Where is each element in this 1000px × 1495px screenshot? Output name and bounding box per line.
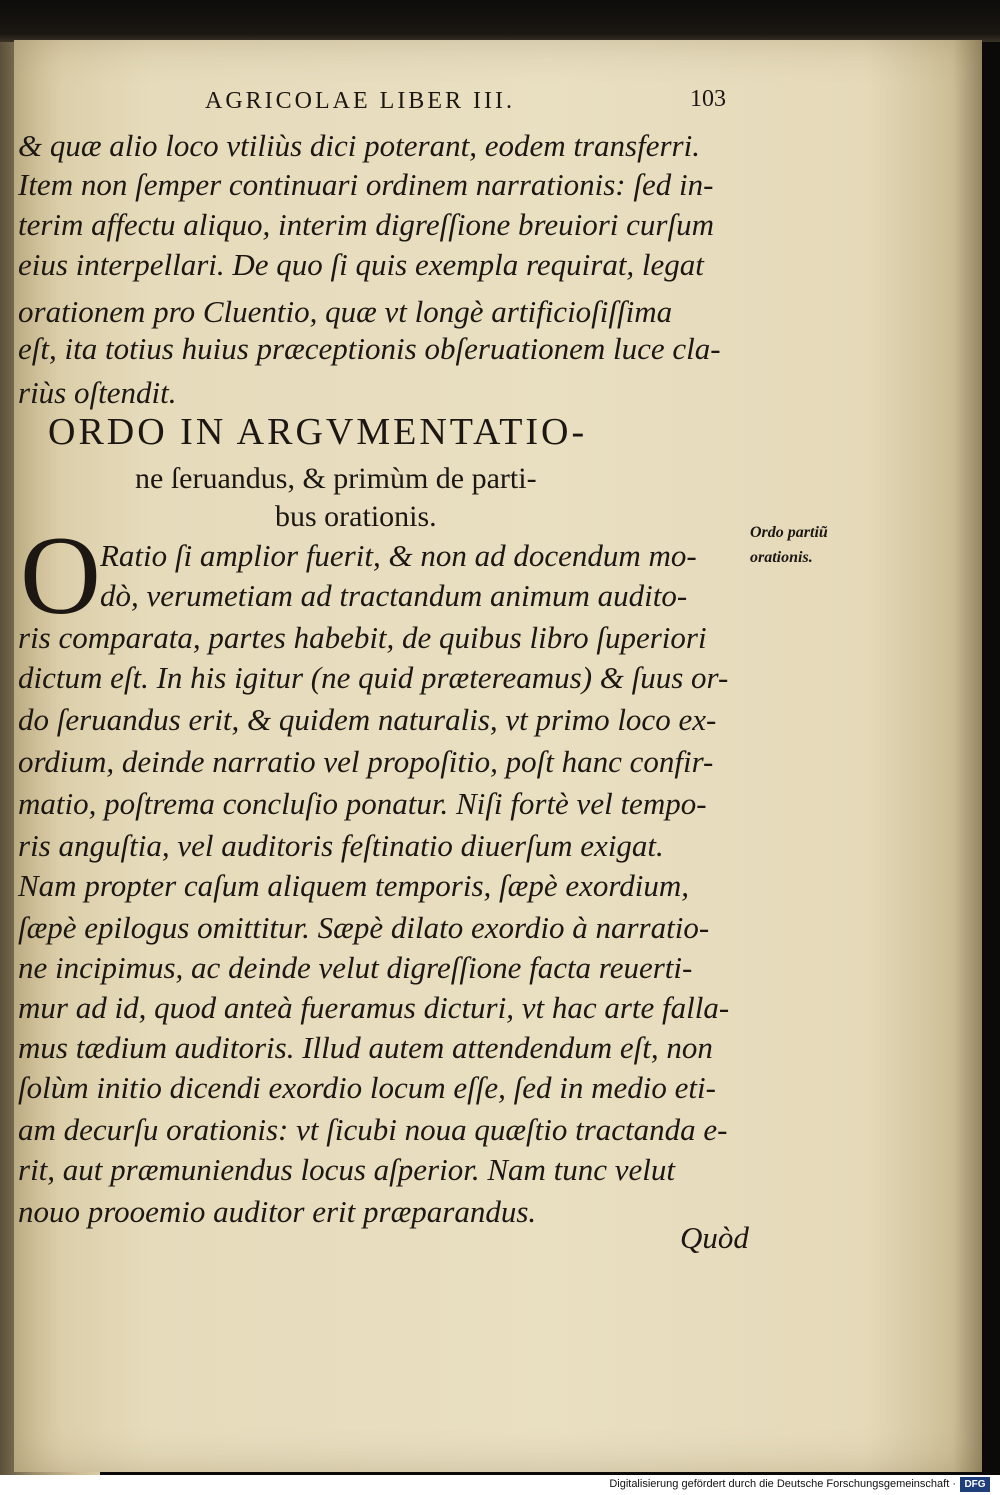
body-line: am decurſu orationis: vt ſicubi noua quæſtio tractanda e- (18, 1112, 728, 1147)
digitization-credit: Digitalisierung gefördert durch die Deutsche Forschungsgemeinschaft · (609, 1478, 956, 1490)
body-line: ordium, deinde narratio vel propoſitio, poſt hanc confir- (18, 744, 714, 779)
body-line: Ratio ſi amplior fuerit, & non ad docendum mo- (100, 538, 697, 573)
marginal-note-line-1: Ordo partiũ (750, 524, 828, 541)
section-heading-line-2: ne ſeruandus, & primùm de parti- (135, 462, 537, 495)
section-heading-line-1: ORDO IN ARGVMENTATIO- (48, 411, 588, 453)
body-line: rit, aut præmuniendus locus aſperior. Nam tunc velut (18, 1152, 676, 1187)
body-line: eius interpellari. De quo ſi quis exempla requirat, legat (18, 247, 704, 282)
running-title: AGRICOLAE LIBER III. (205, 88, 515, 114)
drop-cap: O (20, 514, 101, 638)
page-number: 103 (690, 86, 726, 112)
body-line: terim affectu aliquo, interim digreſſione breuiori curſum (18, 207, 714, 242)
body-line: dictum eſt. In his igitur (ne quid prætereamus) & ſuus or- (18, 660, 729, 695)
body-line: eſt, ita totius huius præceptionis obſeruationem luce cla- (18, 331, 721, 366)
body-line: Nam propter caſum aliquem temporis, ſæpè exordium, (18, 868, 690, 903)
marginal-note-line-2: orationis. (750, 549, 813, 566)
body-line: do ſeruandus erit, & quidem naturalis, vt primo loco ex- (18, 702, 717, 737)
body-line: ris comparata, partes habebit, de quibus libro ſuperiori (18, 620, 707, 655)
body-line: ne incipimus, ac deinde velut digreſſione facta reuerti- (18, 950, 693, 985)
body-line: mus tædium auditoris. Illud autem attendendum eſt, non (18, 1030, 713, 1065)
body-line: riùs oſtendit. (18, 375, 177, 410)
section-heading-line-3: bus orationis. (275, 500, 437, 533)
body-line: ſolùm initio dicendi exordio locum eſſe, ſed in medio eti- (18, 1070, 716, 1105)
body-line: ris anguſtia, vel auditoris feſtinatio diuerſum exigat. (18, 828, 664, 863)
scan-top-margin (0, 0, 1000, 42)
body-line: Item non ſemper continuari ordinem narrationis: ſed in- (18, 167, 714, 202)
body-line: mur ad id, quod anteà fueramus dicturi, vt hac arte falla- (18, 990, 730, 1025)
body-line: orationem pro Cluentio, quæ vt longè artificioſiſſima (18, 294, 673, 329)
body-line: ſæpè epilogus omittitur. Sæpè dilato exordio à narratio- (18, 910, 710, 945)
catchword: Quòd (680, 1220, 749, 1255)
body-line: & quæ alio loco vtiliùs dici poterant, eodem transferri. (18, 128, 700, 163)
dfg-logo-icon: DFG (960, 1477, 990, 1492)
body-line: dò, verumetiam ad tractandum animum audito- (100, 578, 688, 613)
body-line: matio, poſtrema concluſio ponatur. Niſi fortè vel tempo- (18, 786, 707, 821)
body-line: nouo prooemio auditor erit præparandus. (18, 1194, 537, 1229)
